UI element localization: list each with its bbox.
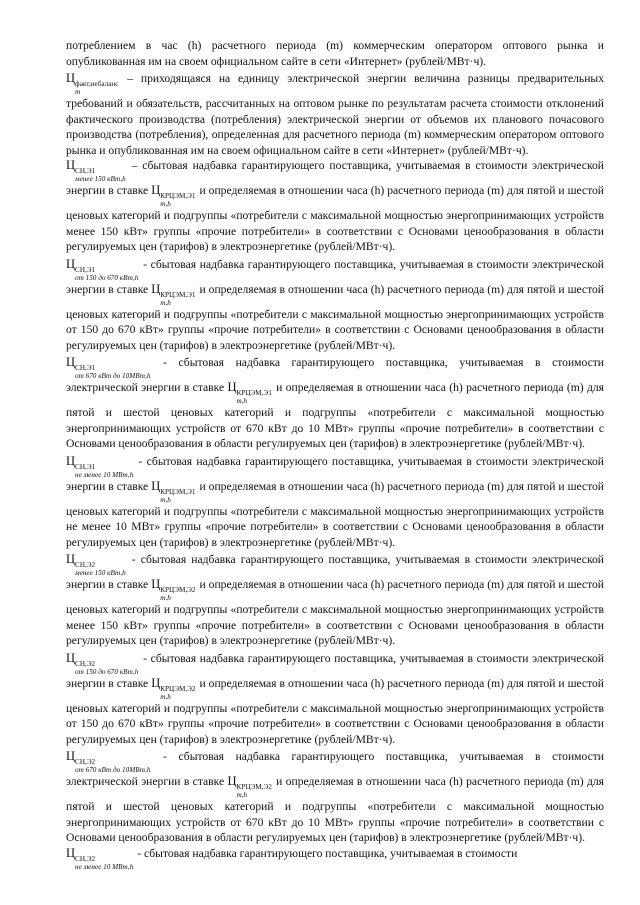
definition-text: сбытовая надбавка гарантирующего поставщика, учитываемая в стоимости электрической энергии в ставке bbox=[66, 553, 604, 591]
formula-symbol: Ц bbox=[66, 650, 76, 665]
definition-dash: - bbox=[139, 651, 147, 665]
formula-subscript: не менее 10 МВт,h bbox=[75, 862, 134, 871]
definition-text: сбытовая надбавка гарантирующего поставщика, учитываемая в стоимости bbox=[141, 846, 518, 860]
formula-superscript: СН,Э2 bbox=[75, 561, 96, 569]
definition-text: – приходящаяся на единицу электрической энергии величина разницы предварительных требований и обязательств, рассчитанных на оптовом рынке по результатам расчета стоимости отклонений фактического производства (потребления) электрической энергии от объемов их планового почасового производства (потребления), определенная для расчетного периода (m) коммерческим оператором оптового рынка и опубликованная им на своем официальном сайте в сети «Интернет» (рублей/МВт·ч). bbox=[66, 72, 604, 157]
price-symbol: Ц bbox=[151, 577, 161, 591]
capacity-range: менее 150 кВт» bbox=[66, 618, 148, 632]
definition-dash: – bbox=[126, 159, 138, 172]
definition-text: и определяемая в отношении часа (h) расчетного периода (m) для пятой и шестой ценовых категорий и подгруппы «потребители с максимальной мощностью энергопринимающих устройств bbox=[66, 479, 604, 518]
definition-dash: - bbox=[151, 356, 167, 369]
price-symbol: Ц bbox=[227, 774, 237, 788]
formula-symbol: Ц bbox=[66, 158, 76, 172]
formula-superscript: СН,Э1 bbox=[75, 167, 96, 175]
definition-list bbox=[66, 158, 604, 846]
definition-text: группы «прочие потребители» в соответствии с Основами ценообразования в области регулируемых цен (тарифов) в электроэнергетике (рублей/МВт·ч). bbox=[66, 618, 604, 647]
formula-subscript: m bbox=[75, 88, 81, 96]
formula-subscript: от 150 до 670 кВт,h bbox=[75, 667, 139, 676]
formula-superscript: СН,Э1 bbox=[75, 364, 96, 372]
definition-text: сбытовая надбавка гарантирующего поставщика, учитываемая в стоимости электрической энергии в ставке bbox=[66, 750, 604, 788]
definition-paragraph bbox=[66, 552, 604, 649]
price-superscript: КРЦЭМ,Э2 bbox=[160, 684, 196, 693]
definition-text: и определяемая в отношении часа (h) расчетного периода (m) для пятой и шестой ценовых категорий и подгруппы «потребители с максимальной мощностью энергопринимающих устройств bbox=[66, 184, 604, 222]
definition-text: и определяемая в отношении часа (h) расчетного периода (m) для пятой и шестой ценовых категорий и подгруппы «потребители с максимальной мощностью энергопринимающих устройств bbox=[66, 775, 604, 829]
price-subscript: m,h bbox=[236, 791, 248, 799]
formula-superscript: СН,Э1 bbox=[75, 265, 96, 274]
formula-subscript: от 670 кВт до 10МВт,h bbox=[75, 372, 151, 380]
definition-text: группы «прочие потребители» в соответствии с Основами ценообразования в области регулируемых цен (тарифов) в электроэнергетике (рублей/МВт·ч). bbox=[66, 323, 604, 352]
definition-paragraph bbox=[66, 257, 604, 354]
price-subscript: m,h bbox=[160, 692, 171, 701]
capacity-range: от 150 до 670 кВт» bbox=[66, 323, 164, 336]
formula-symbol: Ц bbox=[66, 845, 76, 860]
formula-subscript: от 150 до 670 кВт,h bbox=[75, 273, 139, 282]
capacity-range: менее 150 кВт» bbox=[66, 224, 148, 238]
definition-dash: - bbox=[139, 257, 147, 271]
definition-paragraph bbox=[66, 454, 604, 551]
price-symbol: Ц bbox=[227, 380, 237, 394]
capacity-range: от 150 до 670 кВт» bbox=[66, 717, 164, 730]
definition-dash: - bbox=[126, 553, 136, 566]
formula-superscript: СН,Э2 bbox=[75, 854, 96, 863]
price-subscript: m,h bbox=[160, 298, 171, 307]
definition-paragraph bbox=[66, 651, 604, 748]
capacity-range: от 670 кВт до 10 МВт» bbox=[230, 815, 354, 829]
definition-text: сбытовая надбавка гарантирующего поставщика, учитываемая в стоимости электрической энергии в ставке bbox=[66, 159, 604, 197]
formula-symbol: Ц bbox=[66, 71, 76, 85]
definition-text: сбытовая надбавка гарантирующего поставщика, учитываемая в стоимости электрической энергии в ставке bbox=[66, 454, 604, 493]
definition-text: группы «прочие потребители» в соответствии с Основами ценообразования в области регулируемых цен (тарифов) в электроэнергетике (рублей/МВт·ч). bbox=[66, 224, 604, 253]
price-subscript: m,h bbox=[236, 397, 248, 405]
formula-symbol: Ц bbox=[66, 552, 76, 566]
definition-text: и определяемая в отношении часа (h) расчетного периода (m) для пятой и шестой ценовых категорий и подгруппы «потребители с максимальной мощностью энергопринимающих устройств bbox=[66, 578, 604, 616]
formula-superscript: СН,Э2 bbox=[75, 758, 96, 766]
price-superscript: КРЦЭМ,Э1 bbox=[160, 290, 196, 299]
definition-text: группы «прочие потребители» в соответствии с Основами ценообразования в области регулируемых цен (тарифов) в электроэнергетике (рублей/МВт·ч). bbox=[66, 520, 604, 549]
capacity-range: от 670 кВт до 10 МВт» bbox=[230, 421, 354, 435]
definition-dash: - bbox=[151, 750, 167, 763]
price-superscript: КРЦЭМ,Э1 bbox=[160, 192, 196, 200]
price-superscript: КРЦЭМ,Э1 bbox=[160, 487, 196, 496]
formula-subscript: менее 150 кВт,h bbox=[75, 175, 126, 183]
definition-text: и определяемая в отношении часа (h) расчетного периода (m) для пятой и шестой ценовых категорий и подгруппы «потребители с максимальной мощностью энергопринимающих устройств bbox=[66, 676, 604, 715]
definition-dash: - bbox=[134, 454, 143, 468]
price-subscript: m,h bbox=[160, 495, 171, 504]
definition-text: сбытовая надбавка гарантирующего поставщика, учитываемая в стоимости электрической энергии в ставке bbox=[66, 356, 604, 394]
formula-symbol: Ц bbox=[66, 749, 76, 763]
price-symbol: Ц bbox=[151, 281, 161, 296]
definition-text: сбытовая надбавка гарантирующего поставщика, учитываемая в стоимости электрической энергии в ставке bbox=[66, 651, 604, 690]
formula-superscript: факт,небаланс bbox=[75, 80, 119, 88]
formula-superscript: СН,Э2 bbox=[75, 659, 96, 668]
price-symbol: Ц bbox=[151, 675, 161, 690]
definition-text: и определяемая в отношении часа (h) расчетного периода (m) для пятой и шестой ценовых категорий и подгруппы «потребители с максимальной мощностью энергопринимающих устройств bbox=[66, 282, 604, 321]
definition-text: сбытовая надбавка гарантирующего поставщика, учитываемая в стоимости электрической энергии в ставке bbox=[66, 257, 604, 296]
price-superscript: КРЦЭМ,Э2 bbox=[160, 586, 196, 594]
formula-symbol: Ц bbox=[66, 355, 76, 369]
intro-paragraph: потреблением в час (h) расчетного периода (m) коммерческим оператором оптового рынка и опубликованная им на своем официальном сайте в сети «Интернет» (рублей/МВт·ч). bbox=[66, 39, 604, 68]
price-subscript: m,h bbox=[160, 594, 171, 602]
formula-symbol: Ц bbox=[66, 453, 76, 468]
price-superscript: КРЦЭМ,Э1 bbox=[236, 389, 272, 397]
price-subscript: m,h bbox=[160, 200, 171, 208]
definition-paragraph bbox=[66, 355, 604, 452]
price-symbol: Ц bbox=[151, 183, 161, 197]
formula-superscript: СН,Э1 bbox=[75, 462, 96, 471]
formula-symbol: Ц bbox=[66, 256, 76, 271]
formula-subscript: менее 150 кВт,h bbox=[75, 569, 126, 577]
definition-paragraph bbox=[66, 158, 604, 255]
formula-subscript: от 670 кВт до 10МВт,h bbox=[75, 766, 151, 774]
definition-text: группы «прочие потребители» в соответствии с Основами ценообразования в области регулируемых цен (тарифов) в электроэнергетике (рублей/МВт·ч). bbox=[66, 815, 604, 844]
capacity-range: не менее 10 МВт» bbox=[66, 520, 161, 533]
definition-paragraph bbox=[66, 749, 604, 846]
definition-dash: - bbox=[134, 846, 142, 860]
definition-text: и определяемая в отношении часа (h) расчетного периода (m) для пятой и шестой ценовых категорий и подгруппы «потребители с максимальной мощностью энергопринимающих устройств bbox=[66, 381, 604, 435]
fact-definition-paragraph bbox=[66, 71, 604, 158]
formula-subscript: не менее 10 МВт,h bbox=[75, 470, 134, 479]
definition-text: группы «прочие потребители» в соответствии с Основами ценообразования в области регулируемых цен (тарифов) в электроэнергетике (рублей/МВт·ч). bbox=[66, 717, 604, 746]
price-symbol: Ц bbox=[151, 478, 161, 493]
last-definition-paragraph bbox=[66, 846, 604, 871]
price-superscript: КРЦЭМ,Э2 bbox=[236, 783, 272, 791]
definition-text: группы «прочие потребители» в соответствии с Основами ценообразования в области регулируемых цен (тарифов) в электроэнергетике (рублей/МВт·ч). bbox=[66, 421, 604, 450]
